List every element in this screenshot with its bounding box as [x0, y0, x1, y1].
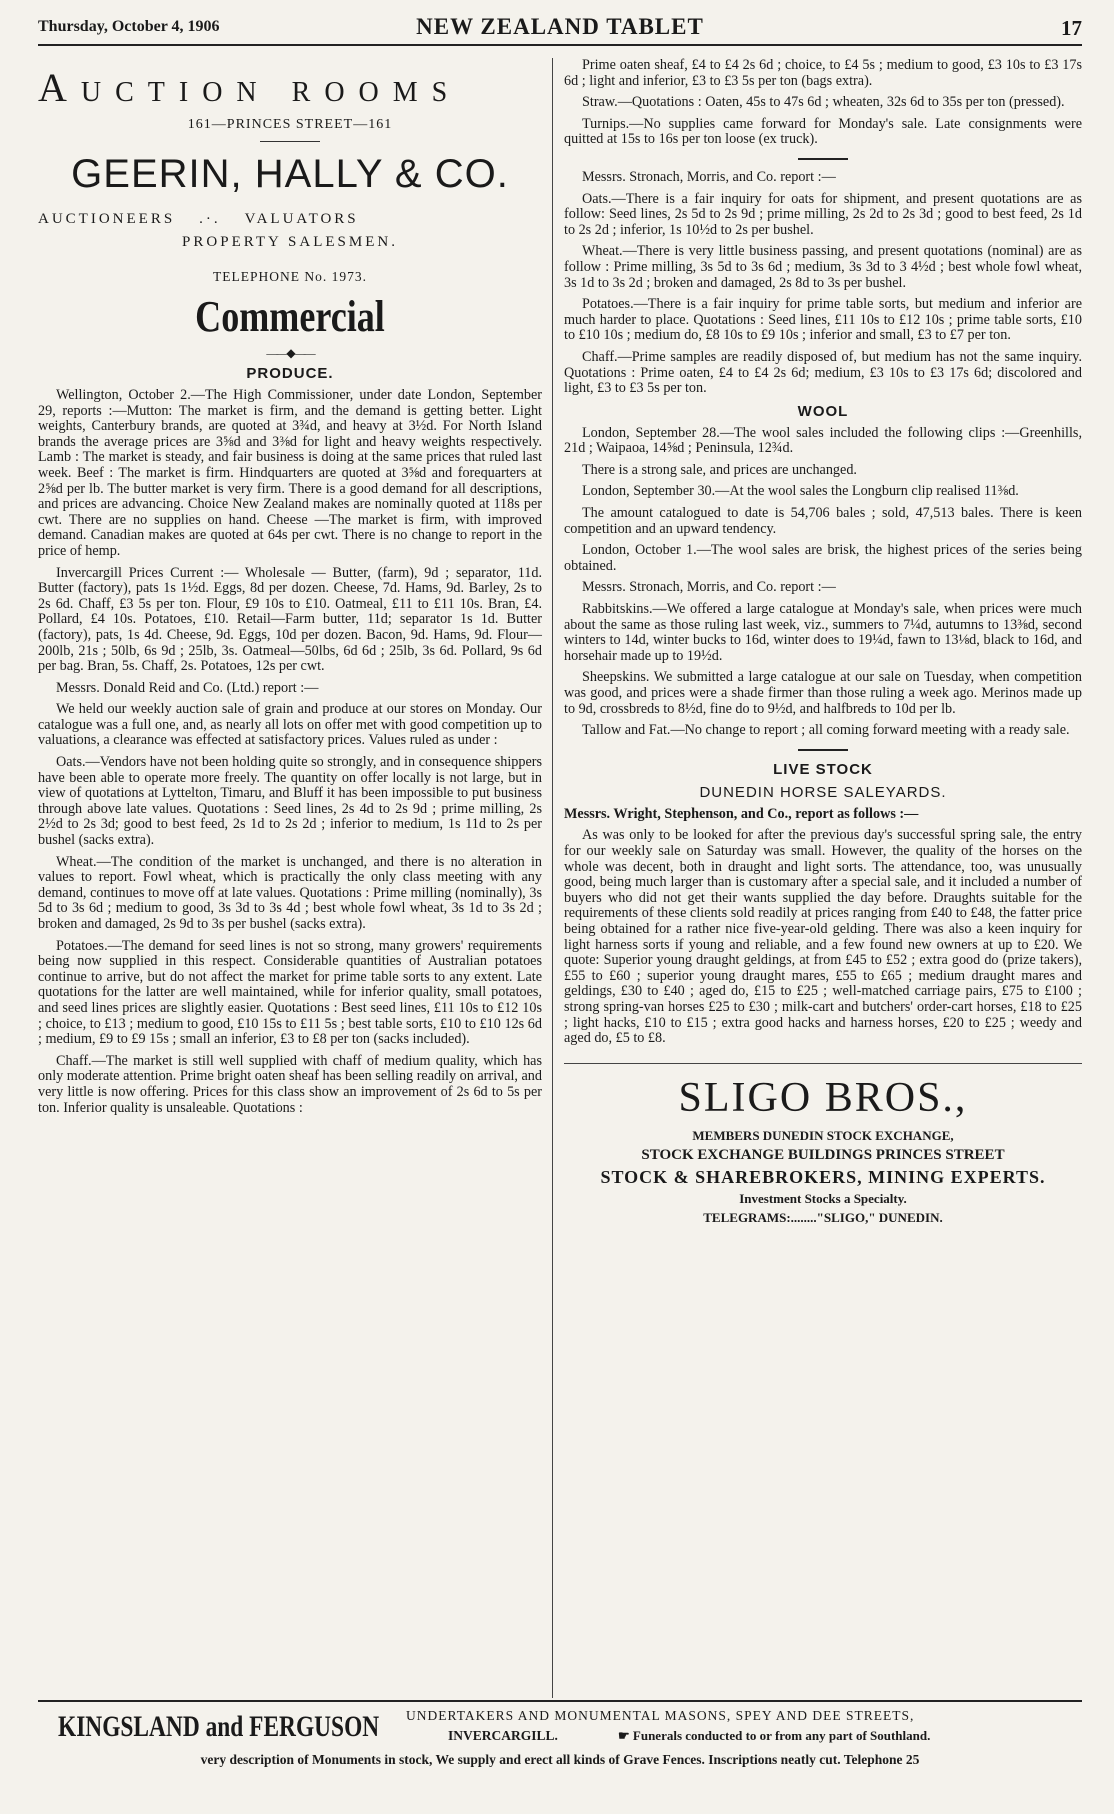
ad-title-rest: UCTION ROOMS: [80, 77, 462, 108]
article-paragraph: Wheat.—The condition of the market is unchanged, and there is no alteration in values to report. Fowl wheat, which is practically the only class meeting with any demand, continues to move off at late values. Quotations : Prime milling (nominally), 3s 5d to 3s 6d ; medium to good, 3s 3d to 3s 4d ; best whole fowl wheat, 3s 1d to 3s 2d ; broken and damaged, 2s 9d to 3s per bushel (sacks extra).: [38, 853, 542, 932]
sligo-firm-name: SLIGO BROS.,: [678, 1074, 968, 1121]
article-paragraph: Oats.—There is a fair inquiry for oats for shipment, and present quotations are as follow: Seed lines, 2s 5d to 2s 9d ; prime milling, 2s 2d to 2s 3d ; good to best feed, 2s 1d to 2s 2d ; inferior, 1s 10½d to 2s per bushel.: [564, 190, 1082, 238]
article-paragraph: Sheepskins. We submitted a large catalogue at our sale on Tuesday, when competition was good, and prices were a shade firmer than those ruling a week ago. Merinos made up to 9d, crossbreds to 8½d, fine do to 9½d, and halfbreds to 10d per lb.: [564, 669, 1082, 717]
footer-funerals: ☛ Funerals conducted to or from any part of Southland.: [618, 1728, 931, 1743]
newspaper-page: [38, 14, 1082, 1804]
role-valuators: VALUATORS: [244, 211, 359, 227]
article-paragraph: Rabbitskins.—We offered a large catalogue at Monday's sale, when prices were much about the same as those ruling last week, viz., summers to 7¼d, autumns to 13⅜d, second winters to 14d, winter bucks to 16d, winter does to 19¼d, fawn to 13⅛d, black to 16d, and horsehair made up to 19½d.: [564, 601, 1082, 664]
footer-trade-line: UNDERTAKERS AND MONUMENTAL MASONS, SPEY AND DEE STREETS,: [406, 1708, 915, 1723]
article-paragraph: Messrs. Stronach, Morris, and Co. report :—: [582, 168, 836, 185]
page-number: 17: [1061, 16, 1082, 40]
article-paragraph: Messrs. Donald Reid and Co. (Ltd.) report :—: [56, 679, 319, 696]
ad-title-initial: A: [38, 65, 81, 110]
footer-town: INVERCARGILL.: [448, 1728, 558, 1743]
section-rule: [798, 749, 848, 751]
article-paragraph: London, September 28.—The wool sales included the following clips :—Greenhills, 21d ; Waipaoa, 14⅝d ; Peninsula, 12¾d.: [564, 424, 1082, 457]
role-property-salesmen: PROPERTY SALESMEN.: [182, 234, 398, 250]
article-paragraph: Wheat.—There is very little business passing, and present quotations (nominal) are as follow : Prime milling, 3s 5d to 3s 6d ; medium, 3s 3d to 3 4½d ; best whole fowl wheat, 3s 1d to 3s 2d ; broken and damaged, 2s 8d to 3s per bushel.: [564, 243, 1082, 291]
column-divider: [552, 58, 553, 1698]
sligo-members: MEMBERS DUNEDIN STOCK EXCHANGE,: [692, 1127, 954, 1143]
article-paragraph: Prime oaten sheaf, £4 to £4 2s 6d ; choice, to £4 5s ; medium to good, £3 10s to £3 17s 6d ; light and inferior, £3 to £3 5s per ton (bags extra).: [564, 57, 1082, 89]
auction-ad: [38, 64, 542, 285]
article-paragraph: Potatoes.—The demand for seed lines is not so strong, many growers' requirements being now supplied in this respect. Considerable quantities of Australian potatoes continue to arrive, but do not affect the market for prime table sorts to any extent. Late quotations for the latter are well maintained, while for inferior quality, small potatoes, and seed lines prices are slightly easier. Quotations : Best seed lines, £11 10s to £12 10s ; choice, to £13 ; medium to good, £10 15s to £11 5s ; best table sorts, £10 to £10 12s 6d ; medium, £9 to £9 15s ; small an inferior, £3 to £8 per ton (sacks included).: [38, 937, 542, 1048]
sligo-specialty: Investment Stocks a Specialty.: [739, 1190, 907, 1206]
ad-address: 161—PRINCES STREET—161: [187, 117, 393, 132]
ad-telephone: TELEPHONE No. 1973.: [213, 269, 367, 284]
ad-title: [38, 64, 542, 111]
right-column: [564, 58, 1082, 1696]
article-paragraph: Straw.—Quotations : Oaten, 45s to 47s 6d ; wheaten, 32s 6d to 35s per ton (pressed).: [582, 94, 1065, 111]
sligo-address: STOCK EXCHANGE BUILDINGS PRINCES STREET: [641, 1146, 1005, 1163]
article-paragraph: Invercargill Prices Current :— Wholesale — Butter, (farm), 9d ; separator, 11d. Butter (factory), pats 1s 1½d. Eggs, 8d per dozen. Cheese, 7d. Hams, 9d. Barley, 2s to 2s 6d. Chaff, £3 5s per ton. Flour, £9 10s to £10. Oatmeal, £11 to £11 10s. Bran, £4. Pollard, £4 10s. Potatoes, £10. Retail—Farm butter, 11d; separator 1s 1d. Butter (factory), pats, 1s 4d. Cheese, 9d. Eggs, 10d per dozen. Bacon, 9d. Hams, 9d. Flour—200lb, 21s ; 50lb, 6s 9d ; 25lb, 3s. Oatmeal—50lbs, 6d 6d ; 25lb, 3s 6d. Pollard, 9s 6d per bag. Bran, 5s. Chaff, 2s. Potatoes, 12s per cwt.: [38, 564, 542, 675]
diamond-divider: ——◆——: [266, 346, 314, 360]
page-header: [38, 14, 1082, 46]
produce-heading: PRODUCE.: [246, 365, 334, 382]
article-paragraph: London, September 30.—At the wool sales the Longburn clip realised 11⅜d.: [582, 483, 1019, 500]
article-paragraph: We held our weekly auction sale of grain and produce at our stores on Monday. Our catalogue was a full one, and, as nearly all lots on offer met with good competition up to valuations, a clearance was effected at satisfactory prices. Values ruled as under :: [38, 701, 542, 749]
section-title: Commercial: [195, 292, 385, 341]
footer-bottom-line: very description of Monuments in stock, We supply and erect all kinds of Grave Fences. Inscriptions neatly cut. Telephone 25: [200, 1752, 920, 1767]
live-stock-heading: LIVE STOCK: [773, 760, 873, 778]
ad-firm-name: GEERIN, HALLY & CO.: [71, 152, 509, 196]
article-paragraph: Oats.—Vendors have not been holding quite so strongly, and in consequence shippers have been able to operate more freely. The quantity on offer locally is not large, but in view of quotations at Lyttelton, Timaru, and Bluff it has been impossible to put business through above late values. Quotations : Seed lines, 2s 4d to 2s 9d ; prime milling, 2s 2½d to 2s 3d; good to best feed, 2s 1d to 2s 2d ; inferior to medium, 1s 11d to 2s per bushel (sacks extra).: [38, 754, 542, 849]
article-paragraph: Chaff.—The market is still well supplied with chaff of medium quality, which has only moderate attention. Prime bright oaten sheaf has been selling readily on arrival, and very little is now offering. Prices for this class show an improvement of 2s 6d to 5s per ton. Inferior quality is unsaleable. Quotations :: [38, 1052, 542, 1116]
role-separator: .·.: [199, 211, 221, 227]
sligo-services: STOCK & SHAREBROKERS, MINING EXPERTS.: [600, 1166, 1046, 1187]
short-rule: [260, 141, 320, 142]
article-paragraph: Tallow and Fat.—No change to report ; all coming forward meeting with a ready sale.: [582, 722, 1070, 739]
footer-ad: [38, 1700, 1082, 1767]
section-rule: [798, 158, 848, 160]
article-paragraph: Turnips.—No supplies came forward for Monday's sale. Late consignments were quitted at 15s to 16s per ton loose (ex truck).: [564, 115, 1082, 148]
issue-date: Thursday, October 4, 1906: [38, 18, 220, 35]
article-paragraph: There is a strong sale, and prices are unchanged.: [582, 461, 857, 478]
article-paragraph: Messrs. Stronach, Morris, and Co. report :—: [582, 579, 836, 596]
sligo-telegrams: TELEGRAMS:........"SLIGO," DUNEDIN.: [703, 1209, 943, 1225]
wool-heading: WOOL: [797, 402, 849, 420]
horse-saleyards-heading: DUNEDIN HORSE SALEYARDS.: [699, 783, 947, 801]
ad-roles: [38, 211, 542, 228]
article-paragraph: London, October 1.—The wool sales are brisk, the highest prices of the series being obtained.: [564, 542, 1082, 574]
article-paragraph: Chaff.—Prime samples are readily disposed of, but medium has not the same inquiry. Quotations : Prime oaten, £4 to £4 2s 6d; medium, £3 10s to £3 17s 6d; discolored and light, £3 to £3 5s per ton.: [564, 348, 1082, 397]
left-column: [38, 58, 542, 1696]
article-paragraph: As was only to be looked for after the previous day's successful spring sale, the entry for our weekly sale on Saturday was small. However, the quality of the horses on the whole was decent, both in draught and light sorts. The attendance, too, was unusually good, being much larger than is customary after a special sale, and it included a number of buyers who did not get their wants supplied the day before. Draughts suitable for the requirements of these clients sold readily at prices ranging from £40 to £48, the fatter price being obtained for a rather nice five-year-old gelding. There was also a keen inquiry for light harness sorts if young and reliable, and a few found new owners at up to £20. We quote: Superior young draught geldings, at from £45 to £52 ; extra good do (prize takers), £55 to £60 ; superior young draught mares, £55 to £65 ; medium draught mares and geldings, £30 to £40 ; aged do, £15 to £25 ; well-matched carriage pairs, £75 to £100 ; strong spring-van horses £25 to £30 ; milk-cart and butchers' order-cart horses, £18 to £25 ; light hacks, £10 to £15 ; extra good hacks and harness horses, £20 to £25 ; weedy and aged do, £5 to £8.: [564, 827, 1082, 1047]
article-paragraph: Potatoes.—There is a fair inquiry for prime table sorts, but medium and inferior are much harder to place. Quotations : Seed lines, £11 10s to £12 10s ; prime table sorts, £10 to £10 10s ; medium do, £8 10s to £9 10s ; inferior and small, £3 to £7 per ton.: [564, 296, 1082, 344]
footer-firm-name: KINGSLAND and FERGUSON: [58, 1710, 380, 1743]
role-auctioneers: AUCTIONEERS: [38, 211, 176, 227]
masthead: NEW ZEALAND TABLET: [416, 14, 704, 39]
horse-report-intro: Messrs. Wright, Stephenson, and Co., report as follows :—: [564, 805, 919, 822]
sligo-ad: [564, 1063, 1082, 1226]
article-paragraph: The amount catalogued to date is 54,706 bales ; sold, 47,513 bales. There is keen competition and an upward tendency.: [564, 505, 1082, 537]
article-paragraph: Wellington, October 2.—The High Commissioner, under date London, September 29, reports :—Mutton: The market is firm, and the demand is getting better. Light weights, Canterbury brands, are quoted at 3¾d, and heavy at 3½d. For North Island brands the average prices are 3⅝d and 3⅜d for light and heavy weights respectively. Lamb : The market is steady, and fair business is doing at the same prices that ruled last week. Beef : The market is firm. Hindquarters are quoted at 3⅝d and forequarters at 2⅝d per lb. The butter market is very firm. There is a good demand for all descriptions, and prices are advancing. Choice New Zealand makes are nominally quoted at 118s per cwt. There are no supplies on hand. Cheese —The market is firm, with improved demand. Canadian makes are quoted at 64s per cwt. There is no change to report in the price of hemp.: [38, 387, 542, 559]
